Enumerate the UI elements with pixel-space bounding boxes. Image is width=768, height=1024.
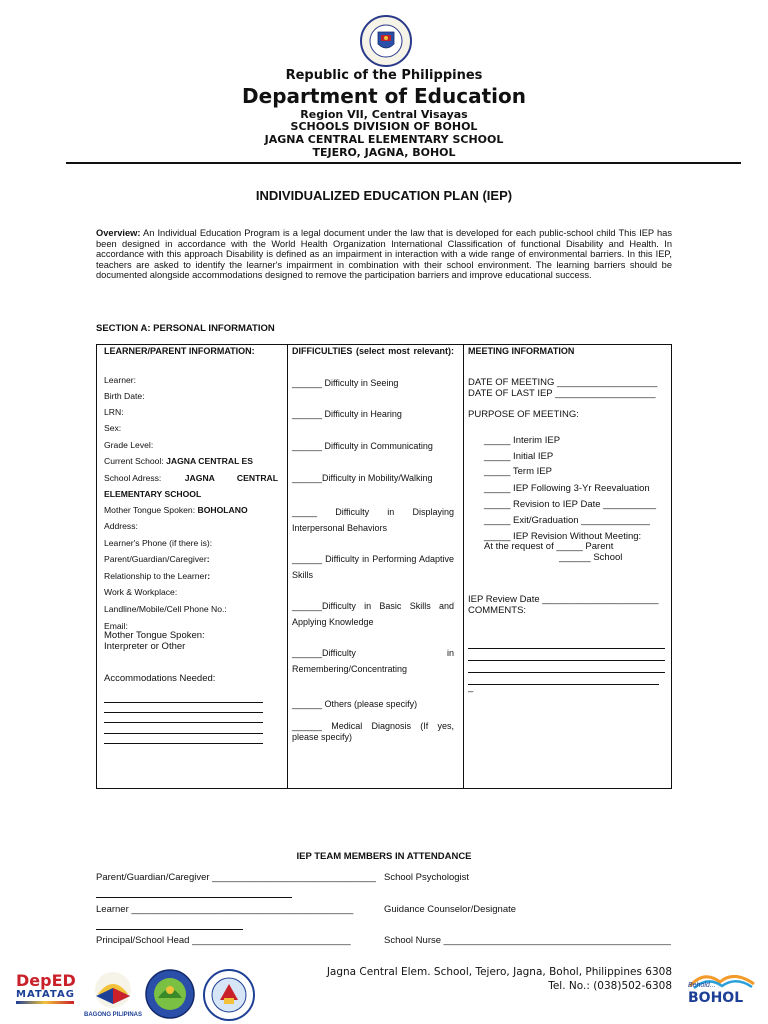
parent-guardian-label: Parent/Guardian/Caregiver — [104, 554, 207, 564]
overview-label: Overview: — [96, 228, 141, 238]
review-date-field: IEP Review Date ______________________ — [468, 594, 659, 605]
team-psychologist-field: School Psychologist — [384, 872, 470, 883]
header-divider — [66, 162, 741, 164]
mother-tongue-2-field: Mother Tongue Spoken: — [104, 630, 205, 641]
school-request-line: ______ School — [559, 552, 623, 563]
parent-guardian-colon: : — [206, 554, 210, 564]
work-field: Work & Workplace: — [104, 587, 178, 597]
phone-field: Landline/Mobile/Cell Phone No.: — [104, 604, 227, 614]
table-divider — [287, 345, 288, 788]
learner-field: Learner: — [104, 375, 137, 385]
relationship-colon: : — [207, 571, 211, 581]
footer-telephone: Tel. No.: (038)502-6308 — [548, 980, 672, 992]
difficulty-item: ______ Medical Diagnosis (If yes, please specify) — [292, 721, 454, 742]
difficulties-heading: DIFFICULTIES (select most relevant): — [292, 346, 454, 356]
current-school-label: Current School: — [104, 456, 164, 466]
deped-logo-text: DepED — [16, 971, 76, 990]
meeting-info-heading: MEETING INFORMATION — [468, 346, 575, 356]
comments-line — [468, 684, 659, 685]
learner-parent-heading: LEARNER/PARENT INFORMATION: — [104, 346, 255, 356]
difficulty-item: ______Difficulty in Remembering/Concentrating — [292, 648, 454, 674]
school-address-field — [104, 473, 278, 483]
sex-field: Sex: — [104, 423, 122, 433]
email-field: Email: — [104, 621, 128, 631]
accommodations-field: Accommodations Needed: — [104, 673, 216, 684]
table-divider — [463, 345, 464, 788]
mother-tongue-value: BOHOLANO — [197, 505, 248, 515]
overview-paragraph — [96, 228, 672, 281]
purpose-option: _____ Exit/Graduation _____________ — [484, 515, 650, 526]
school-address-value: JAGNA CENTRAL — [184, 473, 278, 483]
accommodations-line — [104, 743, 263, 744]
behold-bohol-logo — [686, 968, 758, 1012]
lrn-field: LRN: — [104, 407, 124, 417]
grade-level-field: Grade Level: — [104, 440, 154, 450]
behold-text: Behold... — [688, 982, 716, 989]
parent-guardian-field — [104, 554, 210, 564]
bagong-logo-text: BAGONG PILIPINAS — [83, 1012, 143, 1018]
document-title: INDIVIDUALIZED EDUCATION PLAN (IEP) — [255, 188, 513, 203]
school-seal-logo — [202, 968, 256, 1022]
header-republic: Republic of the Philippines — [285, 68, 483, 83]
header-department: Department of Education — [242, 84, 526, 108]
comments-line — [468, 672, 665, 673]
accommodations-line — [104, 712, 263, 713]
matatag-logo-text: MATATAG — [16, 989, 75, 1000]
current-school-field — [104, 456, 253, 466]
comments-line — [468, 648, 665, 649]
team-learner-field: Learner __________________________________________ — [96, 904, 354, 915]
relationship-label: Relationship to the Learner — [104, 571, 208, 581]
difficulty-item: ______ Others (please specify) — [292, 699, 418, 709]
team-guidance-field: Guidance Counselor/Designate — [384, 904, 517, 915]
address-field: Address: — [104, 521, 138, 531]
header-division: SCHOOLS DIVISION OF BOHOL — [290, 120, 478, 133]
date-of-meeting-field: DATE OF MEETING ___________________ — [468, 377, 658, 388]
difficulty-item: ______ Difficulty in Communicating — [292, 441, 433, 451]
team-parent-line — [96, 897, 292, 898]
team-learner-line — [96, 929, 243, 930]
purpose-option: _____ Revision to IEP Date __________ — [484, 499, 657, 510]
school-address-label: School Adress: — [104, 473, 162, 483]
team-principal-field: Principal/School Head ______________________________ — [96, 935, 351, 946]
purpose-heading: PURPOSE OF MEETING: — [468, 409, 579, 420]
current-school-value: JAGNA CENTRAL ES — [166, 456, 254, 466]
learner-phone-field: Learner's Phone (if there is): — [104, 538, 213, 548]
date-of-last-iep-field: DATE OF LAST IEP ___________________ — [468, 388, 656, 399]
header-school: JAGNA CENTRAL ELEMENTARY SCHOOL — [264, 133, 504, 146]
accommodations-line — [104, 733, 263, 734]
interpreter-field: Interpreter or Other — [104, 641, 186, 652]
difficulty-item: ______ Difficulty in Hearing — [292, 409, 402, 419]
comments-dash: – — [468, 686, 474, 697]
matatag-stripe — [16, 1001, 74, 1004]
difficulty-item: ______Difficulty in Mobility/Walking — [292, 473, 433, 483]
difficulty-item: ______ Difficulty in Performing Adaptive Skills — [292, 554, 454, 580]
request-line: At the request of _____ Parent — [484, 541, 614, 552]
overview-text: An Individual Education Program is a legal document under the law that is developed for each public-school child This IEP has been designed in accordance with the World Health Organization International Classification of functional Disability and Health. In accordance with this approach Disability is defined as an impairment in interaction with a wide range of environmental barriers. In this IEP, teachers are asked to identify the learner's impairment in combination with their school environment. The learning barriers should be documented alongside accommodations designed to remove the participation barriers and improve educational success. — [96, 228, 672, 281]
difficulty-item: ______ Difficulty in Seeing — [292, 378, 399, 388]
division-seal-logo — [144, 968, 196, 1020]
bagong-pilipinas-logo — [83, 970, 143, 1018]
header-region: Region VII, Central Visayas — [300, 108, 468, 121]
purpose-option: _____ Initial IEP — [484, 451, 554, 462]
team-heading: IEP TEAM MEMBERS IN ATTENDANCE — [296, 851, 472, 862]
bohol-text: BOHOL — [688, 990, 744, 1006]
difficulty-item: ______Difficulty in Basic Skills and Applying Knowledge — [292, 601, 454, 627]
birth-date-field: Birth Date: — [104, 391, 145, 401]
personal-info-table — [96, 344, 672, 789]
team-parent-field: Parent/Guardian/Caregiver _______________________________ — [96, 872, 376, 883]
accommodations-line — [104, 702, 263, 703]
purpose-option: _____ Term IEP — [484, 466, 552, 477]
school-address-value-cont: ELEMENTARY SCHOOL — [104, 489, 202, 499]
mother-tongue-label: Mother Tongue Spoken: — [104, 505, 196, 515]
purpose-option: _____ IEP Following 3-Yr Reevaluation — [484, 483, 650, 494]
difficulty-item: _____ Difficulty in Displaying Interpersonal Behaviors — [292, 507, 454, 533]
section-a-heading: SECTION A: PERSONAL INFORMATION — [96, 323, 275, 334]
mother-tongue-field — [104, 505, 248, 515]
accommodations-line — [104, 722, 263, 723]
header-address: TEJERO, JAGNA, BOHOL — [312, 146, 456, 159]
deped-matatag-logo — [16, 972, 80, 1012]
purpose-option: _____ Interim IEP — [484, 435, 561, 446]
relationship-field — [104, 571, 210, 581]
deped-seal — [346, 14, 426, 68]
comments-heading: COMMENTS: — [468, 605, 527, 616]
footer-address: Jagna Central Elem. School, Tejero, Jagna, Bohol, Philippines 6308 — [326, 966, 672, 978]
comments-line — [468, 660, 665, 661]
purpose-option: _____ IEP Revision Without Meeting: — [484, 531, 642, 542]
team-nurse-field: School Nurse ___________________________________________ — [384, 935, 671, 946]
